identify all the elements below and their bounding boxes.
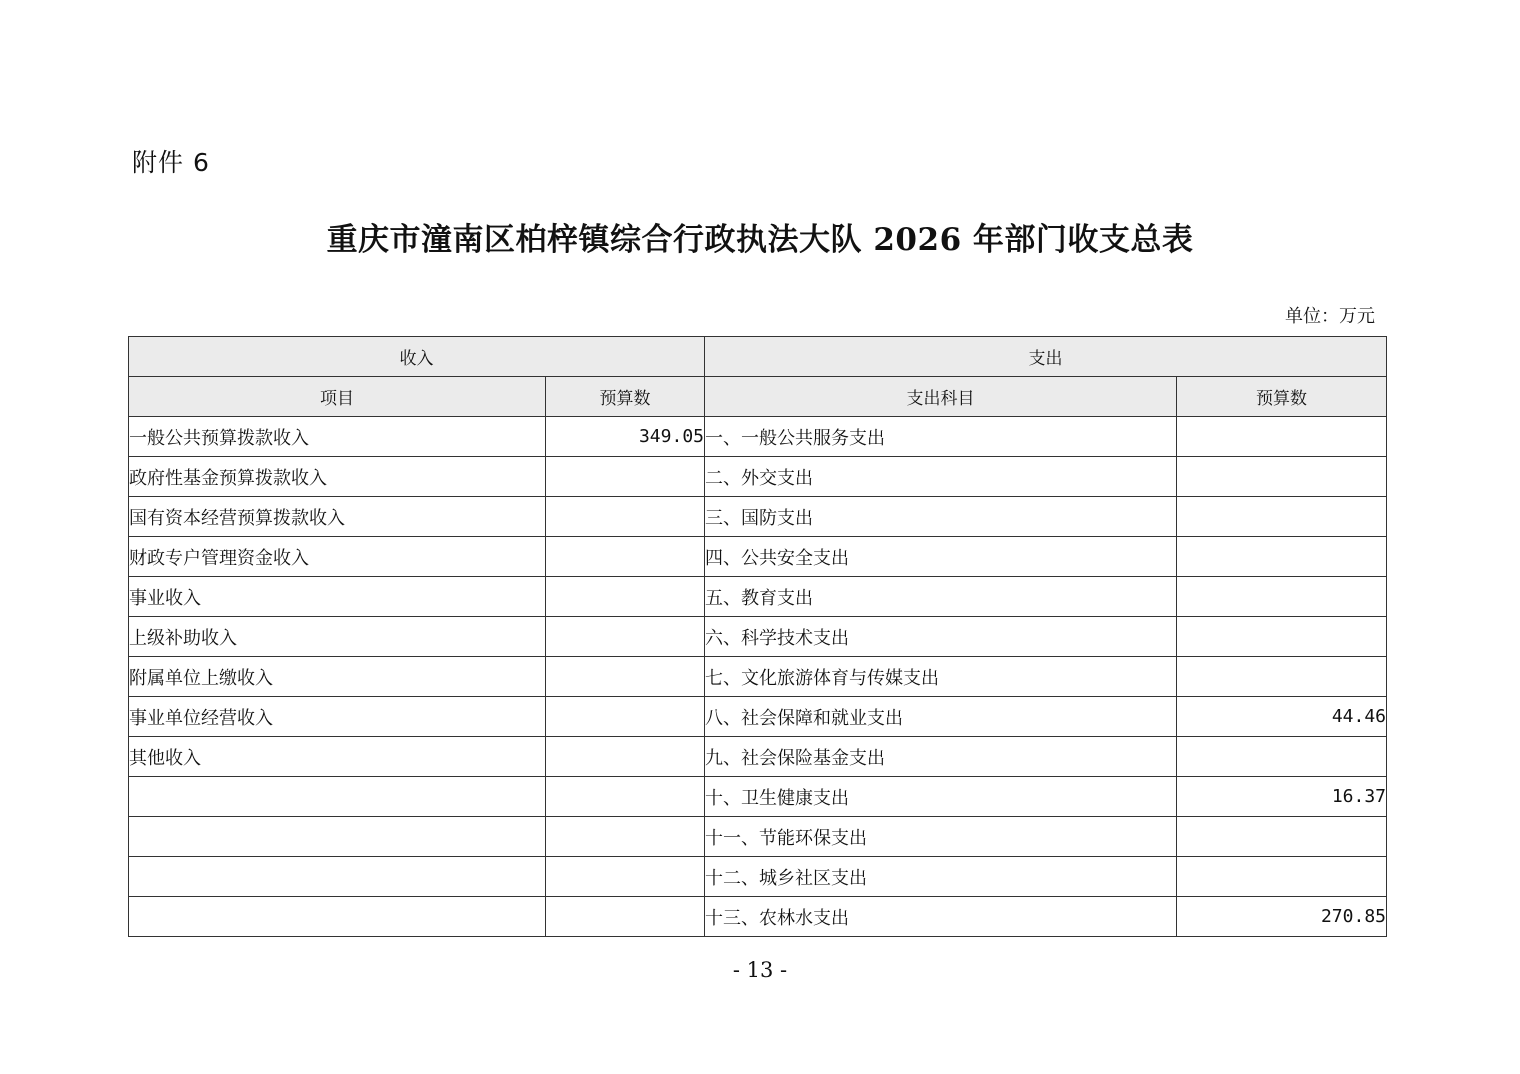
table-row [129, 497, 1387, 537]
income-value-cell [546, 897, 705, 937]
expense-value-cell [1177, 737, 1387, 777]
expense-item-cell: 五、教育支出 [705, 577, 1177, 617]
table-row [129, 737, 1387, 777]
table-row [129, 537, 1387, 577]
income-value-cell [546, 657, 705, 697]
table-row [129, 777, 1387, 817]
income-item-cell: 事业收入 [129, 577, 546, 617]
table-header-row-columns [129, 377, 1387, 417]
expense-item-cell: 十、卫生健康支出 [705, 777, 1177, 817]
unit-label: 单位：万元 [1285, 306, 1375, 327]
expense-item-cell: 十二、城乡社区支出 [705, 857, 1177, 897]
income-value-cell [546, 577, 705, 617]
income-item-cell: 事业单位经营收入 [129, 697, 546, 737]
income-item-cell: 财政专户管理资金收入 [129, 537, 546, 577]
table-row [129, 577, 1387, 617]
expense-value-cell [1177, 657, 1387, 697]
table-header-row-groups [129, 337, 1387, 377]
income-value-cell: 349.05 [546, 417, 705, 457]
page-number: - 13 - [732, 958, 788, 982]
table-row [129, 457, 1387, 497]
expense-value-cell [1177, 497, 1387, 537]
income-value-cell [546, 857, 705, 897]
income-item-cell [129, 777, 546, 817]
table-row [129, 897, 1387, 937]
expense-value-cell [1177, 857, 1387, 897]
table-row [129, 617, 1387, 657]
table-row [129, 817, 1387, 857]
income-item-cell: 一般公共预算拨款收入 [129, 417, 546, 457]
income-value-cell [546, 617, 705, 657]
table-row [129, 417, 1387, 457]
income-value-cell [546, 537, 705, 577]
expense-value-cell [1177, 417, 1387, 457]
income-value-cell [546, 817, 705, 857]
document-title: 重庆市潼南区柏梓镇综合行政执法大队 2026 年部门收支总表 [326, 222, 1194, 258]
expense-item-cell: 十一、节能环保支出 [705, 817, 1177, 857]
income-item-cell: 政府性基金预算拨款收入 [129, 457, 546, 497]
expense-value-cell [1177, 577, 1387, 617]
income-item-cell: 上级补助收入 [129, 617, 546, 657]
column-header-item: 项目 [129, 377, 546, 417]
income-group-header: 收入 [129, 337, 705, 377]
income-item-cell: 附属单位上缴收入 [129, 657, 546, 697]
income-item-cell [129, 817, 546, 857]
income-value-cell [546, 777, 705, 817]
expense-value-cell: 16.37 [1177, 777, 1387, 817]
income-item-cell [129, 857, 546, 897]
table-body [129, 417, 1387, 937]
expense-item-cell: 八、社会保障和就业支出 [705, 697, 1177, 737]
income-item-cell [129, 897, 546, 937]
income-item-cell: 其他收入 [129, 737, 546, 777]
expense-value-cell [1177, 457, 1387, 497]
expense-item-cell: 四、公共安全支出 [705, 537, 1177, 577]
table-row [129, 697, 1387, 737]
expense-value-cell [1177, 617, 1387, 657]
table-row [129, 657, 1387, 697]
income-value-cell [546, 497, 705, 537]
income-value-cell [546, 697, 705, 737]
expense-item-cell: 七、文化旅游体育与传媒支出 [705, 657, 1177, 697]
income-value-cell [546, 737, 705, 777]
expense-item-cell: 二、外交支出 [705, 457, 1177, 497]
table-row [129, 857, 1387, 897]
expense-value-cell: 44.46 [1177, 697, 1387, 737]
expense-item-cell: 十三、农林水支出 [705, 897, 1177, 937]
attachment-label: 附件 6 [132, 148, 210, 177]
budget-table [128, 336, 1387, 937]
income-value-cell [546, 457, 705, 497]
expense-item-cell: 一、一般公共服务支出 [705, 417, 1177, 457]
column-header-income-budget: 预算数 [546, 377, 705, 417]
expense-item-cell: 九、社会保险基金支出 [705, 737, 1177, 777]
column-header-expense-budget: 预算数 [1177, 377, 1387, 417]
expense-value-cell [1177, 537, 1387, 577]
expense-item-cell: 三、国防支出 [705, 497, 1177, 537]
expense-value-cell [1177, 817, 1387, 857]
expense-value-cell: 270.85 [1177, 897, 1387, 937]
column-header-expense-item: 支出科目 [705, 377, 1177, 417]
expense-group-header: 支出 [705, 337, 1387, 377]
expense-item-cell: 六、科学技术支出 [705, 617, 1177, 657]
income-item-cell: 国有资本经营预算拨款收入 [129, 497, 546, 537]
